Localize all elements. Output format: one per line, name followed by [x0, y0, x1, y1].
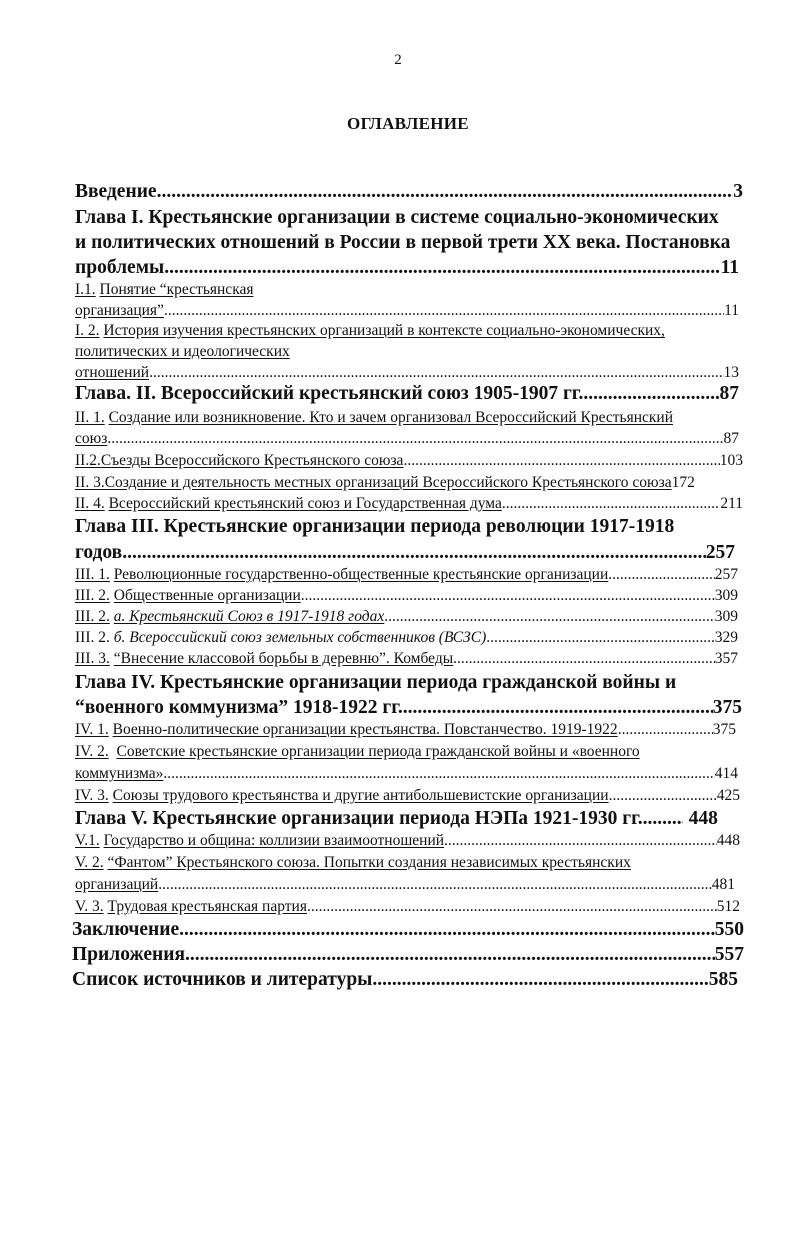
- section-number: III. 2.: [75, 608, 110, 625]
- entry-page: 257: [714, 566, 738, 583]
- dot-leader: [609, 785, 717, 806]
- entry-page: 87: [719, 383, 739, 404]
- dot-leader: [157, 178, 734, 206]
- dot-leader: [403, 450, 719, 471]
- entry-page: 357: [714, 650, 738, 667]
- entry-title: Трудовая крестьянская партия: [107, 898, 307, 915]
- entry-title: Приложения: [72, 944, 186, 965]
- entry-title-cont: и политических отношений в России в первой трети XX века. Постановка: [75, 232, 731, 253]
- dot-leader: [179, 916, 715, 944]
- dot-leader: [307, 896, 717, 917]
- dot-leader: [107, 428, 723, 449]
- dot-leader: [444, 830, 717, 851]
- entry-title: Съезды Всероссийского Крестьянского союза: [100, 452, 404, 469]
- dot-leader: [453, 648, 715, 669]
- entry-page: 11: [724, 302, 739, 319]
- entry-page: 448: [688, 808, 718, 829]
- section-number: III. 3.: [75, 650, 110, 667]
- entry-title: Заключение: [72, 919, 180, 940]
- entry-title-cont: союз: [75, 430, 108, 447]
- entry-title: Список источников и литературы: [72, 969, 373, 990]
- entry-title: Создание и деятельность местных организаций Всероссийского Крестьянского союза: [104, 474, 672, 491]
- section-number: III. 2.: [75, 587, 110, 604]
- entry-page: 309: [714, 608, 738, 625]
- section-number: II. 3.: [75, 474, 105, 491]
- section-number: I.1.: [75, 281, 96, 298]
- dot-leader: [301, 585, 715, 606]
- entry-title: Союзы трудового крестьянства и другие антибольшевистские организации: [112, 787, 609, 804]
- entry-title: Создание или возникновение. Кто и зачем организовал Всероссийский Крестьянский: [108, 409, 673, 426]
- entry-title-cont: коммунизма»: [75, 765, 164, 782]
- section-number: II.2.: [75, 452, 101, 469]
- entry-title: а. Крестьянский Союз в 1917-1918 годах: [113, 608, 385, 625]
- entry-title: Глава V. Крестьянские организации периода НЭПа 1921-1930 гг.: [75, 808, 643, 829]
- dot-leader: [122, 539, 706, 567]
- entry-page: 448: [716, 832, 740, 849]
- entry-title-cont: политических и идеологических: [75, 343, 290, 360]
- section-number: V.1.: [75, 832, 100, 849]
- toc-title: ОГЛАВЛЕНИЕ: [347, 114, 469, 133]
- entry-page: 309: [714, 587, 738, 604]
- entry-title-cont: годов: [75, 542, 123, 563]
- entry-page: 425: [716, 787, 740, 804]
- dot-leader: [185, 941, 715, 969]
- dot-leader: [372, 966, 708, 994]
- section-number: II. 4.: [75, 495, 105, 512]
- entry-title: б. Всероссийский союз земельных собственников (ВСЗС): [113, 629, 487, 646]
- entry-title: Общественные организации: [113, 587, 301, 604]
- entry-title: История изучения крестьянских организаций в контексте социально-экономических,: [103, 322, 665, 339]
- entry-page: 375: [712, 721, 736, 738]
- entry-title: Революционные государственно-общественные крестьянские организации: [113, 566, 609, 583]
- dot-leader: [583, 380, 719, 408]
- entry-page: 329: [714, 629, 738, 646]
- entry-title: Понятие “крестьянская: [99, 281, 254, 298]
- entry-title-cont: организаций: [75, 876, 159, 893]
- section-number: V. 2.: [75, 854, 104, 871]
- entry-title-cont: отношений: [75, 364, 150, 381]
- section-number: IV. 2.: [75, 743, 109, 760]
- dot-leader: [164, 300, 724, 321]
- entry-title-cont: организация”: [75, 302, 164, 319]
- entry-title: Государство и община: коллизии взаимоотношений: [103, 832, 445, 849]
- dot-leader: [618, 719, 713, 740]
- entry-title: “Внесение классовой борьбы в деревню”. Комбеды: [113, 650, 454, 667]
- entry-page: 11: [720, 257, 739, 278]
- entry-page: 414: [714, 765, 738, 782]
- entry-page: 103: [719, 452, 743, 469]
- dot-leader: [403, 694, 713, 722]
- dot-leader: [164, 254, 720, 282]
- section-number: III. 2.: [75, 629, 110, 646]
- entry-title: Глава I. Крестьянские организации в системе социально-экономических: [75, 207, 719, 228]
- entry-title: Введение: [75, 181, 157, 202]
- entry-page: 257: [705, 542, 735, 563]
- entry-title-cont: проблемы: [75, 257, 165, 278]
- dot-leader: [158, 874, 712, 895]
- dot-leader: [486, 627, 715, 648]
- entry-title: Советские крестьянские организации периода гражданской войны и «военного: [116, 743, 640, 760]
- section-number: I. 2.: [75, 322, 100, 339]
- dot-leader: [163, 763, 714, 784]
- entry-page: 172: [671, 474, 695, 491]
- entry-page: 585: [708, 969, 738, 990]
- entry-title: Военно-политические организации крестьянства. Повстанчество. 1919-1922: [112, 721, 618, 738]
- entry-title: “Фантом” Крестьянского союза. Попытки создания независимых крестьянских: [107, 854, 631, 871]
- entry-title: Глава III. Крестьянские организации периода революции 1917-1918: [75, 516, 675, 537]
- entry-page: 550: [714, 919, 744, 940]
- entry-title: Всероссийский крестьянский союз и Государственная дума: [108, 495, 502, 512]
- entry-page: 87: [723, 430, 739, 447]
- entry-page: 375: [712, 697, 742, 718]
- entry-page: 13: [723, 364, 739, 381]
- section-number: III. 1.: [75, 566, 110, 583]
- dot-leader: [643, 805, 683, 833]
- section-number: V. 3.: [75, 898, 104, 915]
- dot-leader: [608, 564, 714, 585]
- entry-page: 481: [711, 876, 735, 893]
- dot-leader: [384, 606, 715, 627]
- section-number: IV. 3.: [75, 787, 109, 804]
- entry-title-cont: “военного коммунизма” 1918-1922 гг.: [75, 697, 403, 718]
- entry-page: 3: [733, 181, 743, 202]
- page-number: 2: [394, 52, 402, 68]
- section-number: II. 1.: [75, 409, 105, 426]
- dot-leader: [502, 493, 720, 514]
- entry-title: Глава. II. Всероссийский крестьянский союз 1905-1907 гг.: [75, 383, 584, 404]
- entry-page: 211: [720, 495, 743, 512]
- entry-page: 557: [714, 944, 744, 965]
- entry-title: Глава IV. Крестьянские организации периода гражданской войны и: [75, 672, 677, 693]
- section-number: IV. 1.: [75, 721, 109, 738]
- entry-page: 512: [716, 898, 740, 915]
